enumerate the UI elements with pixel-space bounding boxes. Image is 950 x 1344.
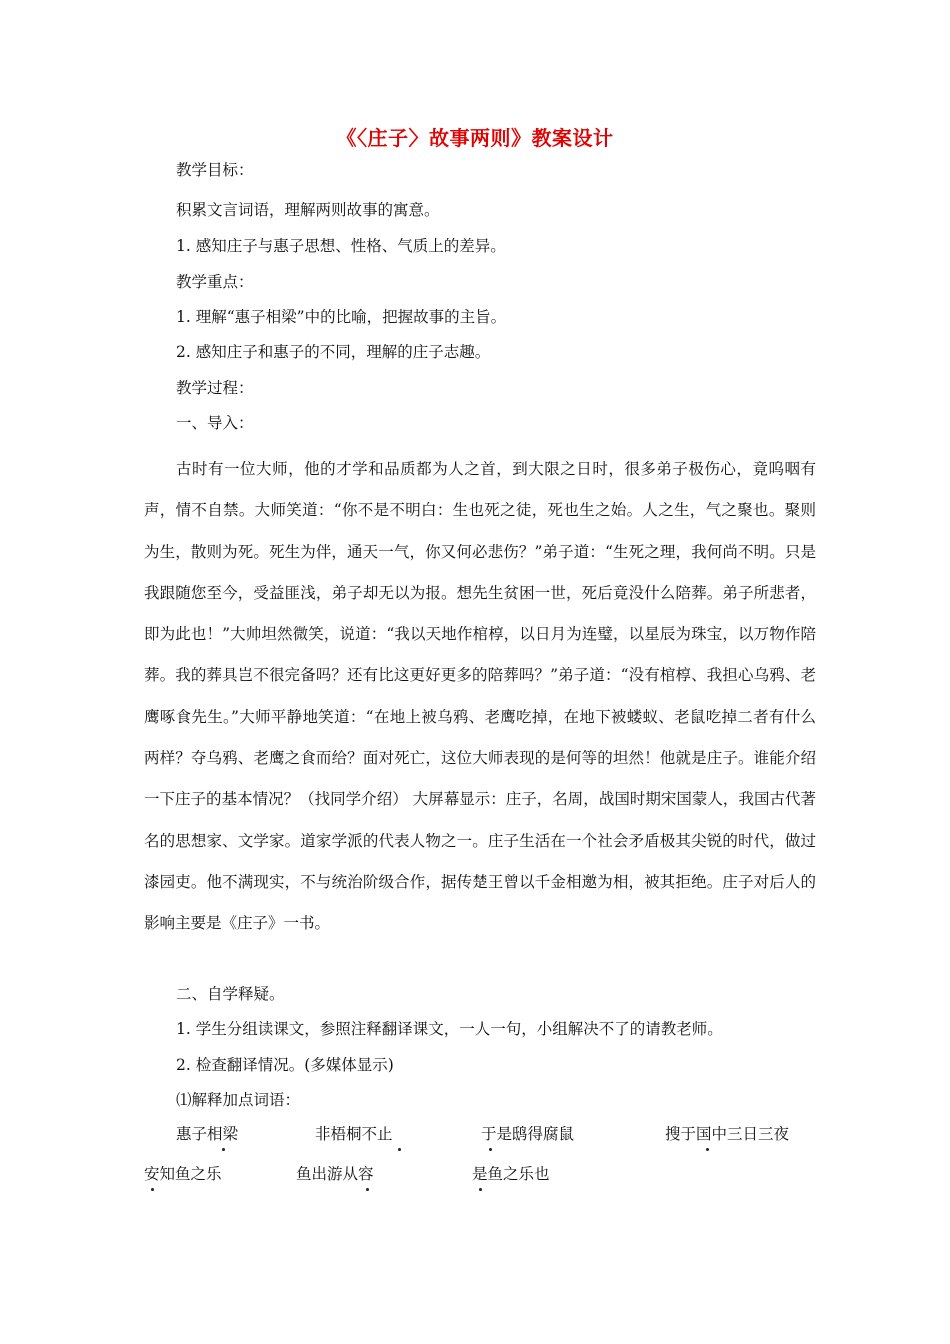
emphasis-dot	[151, 1188, 154, 1191]
vocab-word: 惠子相梁	[176, 1125, 239, 1143]
section-heading-goals: 教学目标：	[176, 161, 254, 179]
focus-line-2: 2. 感知庄子和惠子的不同，理解的庄子志趣。	[176, 343, 491, 361]
vocab-heading: ⑴解释加点词语：	[176, 1091, 301, 1109]
vocab-word: 于是鸱得腐鼠	[481, 1125, 575, 1143]
emphasis-dot	[479, 1188, 482, 1191]
vocab-word: 安知鱼之乐	[144, 1165, 222, 1183]
emphasis-dot	[366, 1188, 369, 1191]
section-heading-process: 教学过程：	[176, 379, 254, 397]
emphasis-dot	[706, 1148, 709, 1151]
selfstudy-line-1: 1. 学生分组读课文，参照注释翻译课文，一人一句，小组解决不了的请教老师。	[176, 1020, 723, 1038]
focus-line-1: 1. 理解“惠子相梁”中的比喻，把握故事的主旨。	[176, 308, 507, 326]
goal-line-2: 1. 感知庄子与惠子思想、性格、气质上的差异。	[176, 237, 506, 255]
selfstudy-line-2: 2. 检查翻译情况。(多媒体显示)	[176, 1056, 394, 1074]
vocab-word: 非梧桐不止	[315, 1125, 393, 1143]
emphasis-dot	[398, 1148, 401, 1151]
emphasis-dot	[489, 1148, 492, 1151]
document-title: 《〈庄子〉故事两则》教案设计	[336, 126, 614, 150]
vocab-word: 搜于国中三日三夜	[665, 1125, 790, 1143]
goal-line-1: 积累文言词语，理解两则故事的寓意。	[176, 201, 440, 219]
vocab-word: 是鱼之乐也	[472, 1165, 550, 1183]
emphasis-dot	[222, 1148, 225, 1151]
step-heading-intro: 一、导入：	[176, 414, 254, 432]
vocab-word: 鱼出游从容	[296, 1165, 374, 1183]
step-heading-selfstudy: 二、自学释疑。	[176, 985, 285, 1003]
section-heading-focus: 教学重点：	[176, 273, 254, 291]
intro-paragraph: 古时有一位大师，他的才学和品质都为人之首，到大限之日时，很多弟子极伤心，竟呜咽有声，情不自禁。大师笑道：“你不是不明白：生也死之徒，死也生之始。人之生，气之聚也。聚则为生，散则为死。死生为伴，通天一气，你又何必悲伤？”弟子道：“生死之理，我何尚不明。只是我跟随您至今，受益匪浅，弟子却无以为报。想先生贫困一世，死后竟没什么陪葬。弟子所悲者，即为此也！”大帅坦然微笑，说道：“我以天地作棺椁，以日月为连璧，以星辰为珠宝，以万物作陪葬。我的葬具岂不很完备吗？还有比这更好更多的陪葬吗？”弟子道：“没有棺椁、我担心乌鸦、老鹰啄食先生。”大师平静地笑道：“在地上被乌鸦、老鹰吃掉，在地下被蝼蚁、老鼠吃掉二者有什么两样？夺乌鸦、老鹰之食而给？面对死亡，这位大师表现的是何等的坦然！他就是庄子。谁能介绍一下庄子的基本情况？（找同学介绍） 大屏幕显示：庄子，名周，战国时期宋国蒙人，我国古代著名的思想家、文学家。道家学派的代表人物之一。庄子生活在一个社会矛盾极其尖锐的时代，做过漆园吏。他不满现实，不与统治阶级合作，据传楚王曾以千金相邀为相，被其拒绝。庄子对后人的影响主要是《庄子》一书。	[144, 460, 816, 933]
